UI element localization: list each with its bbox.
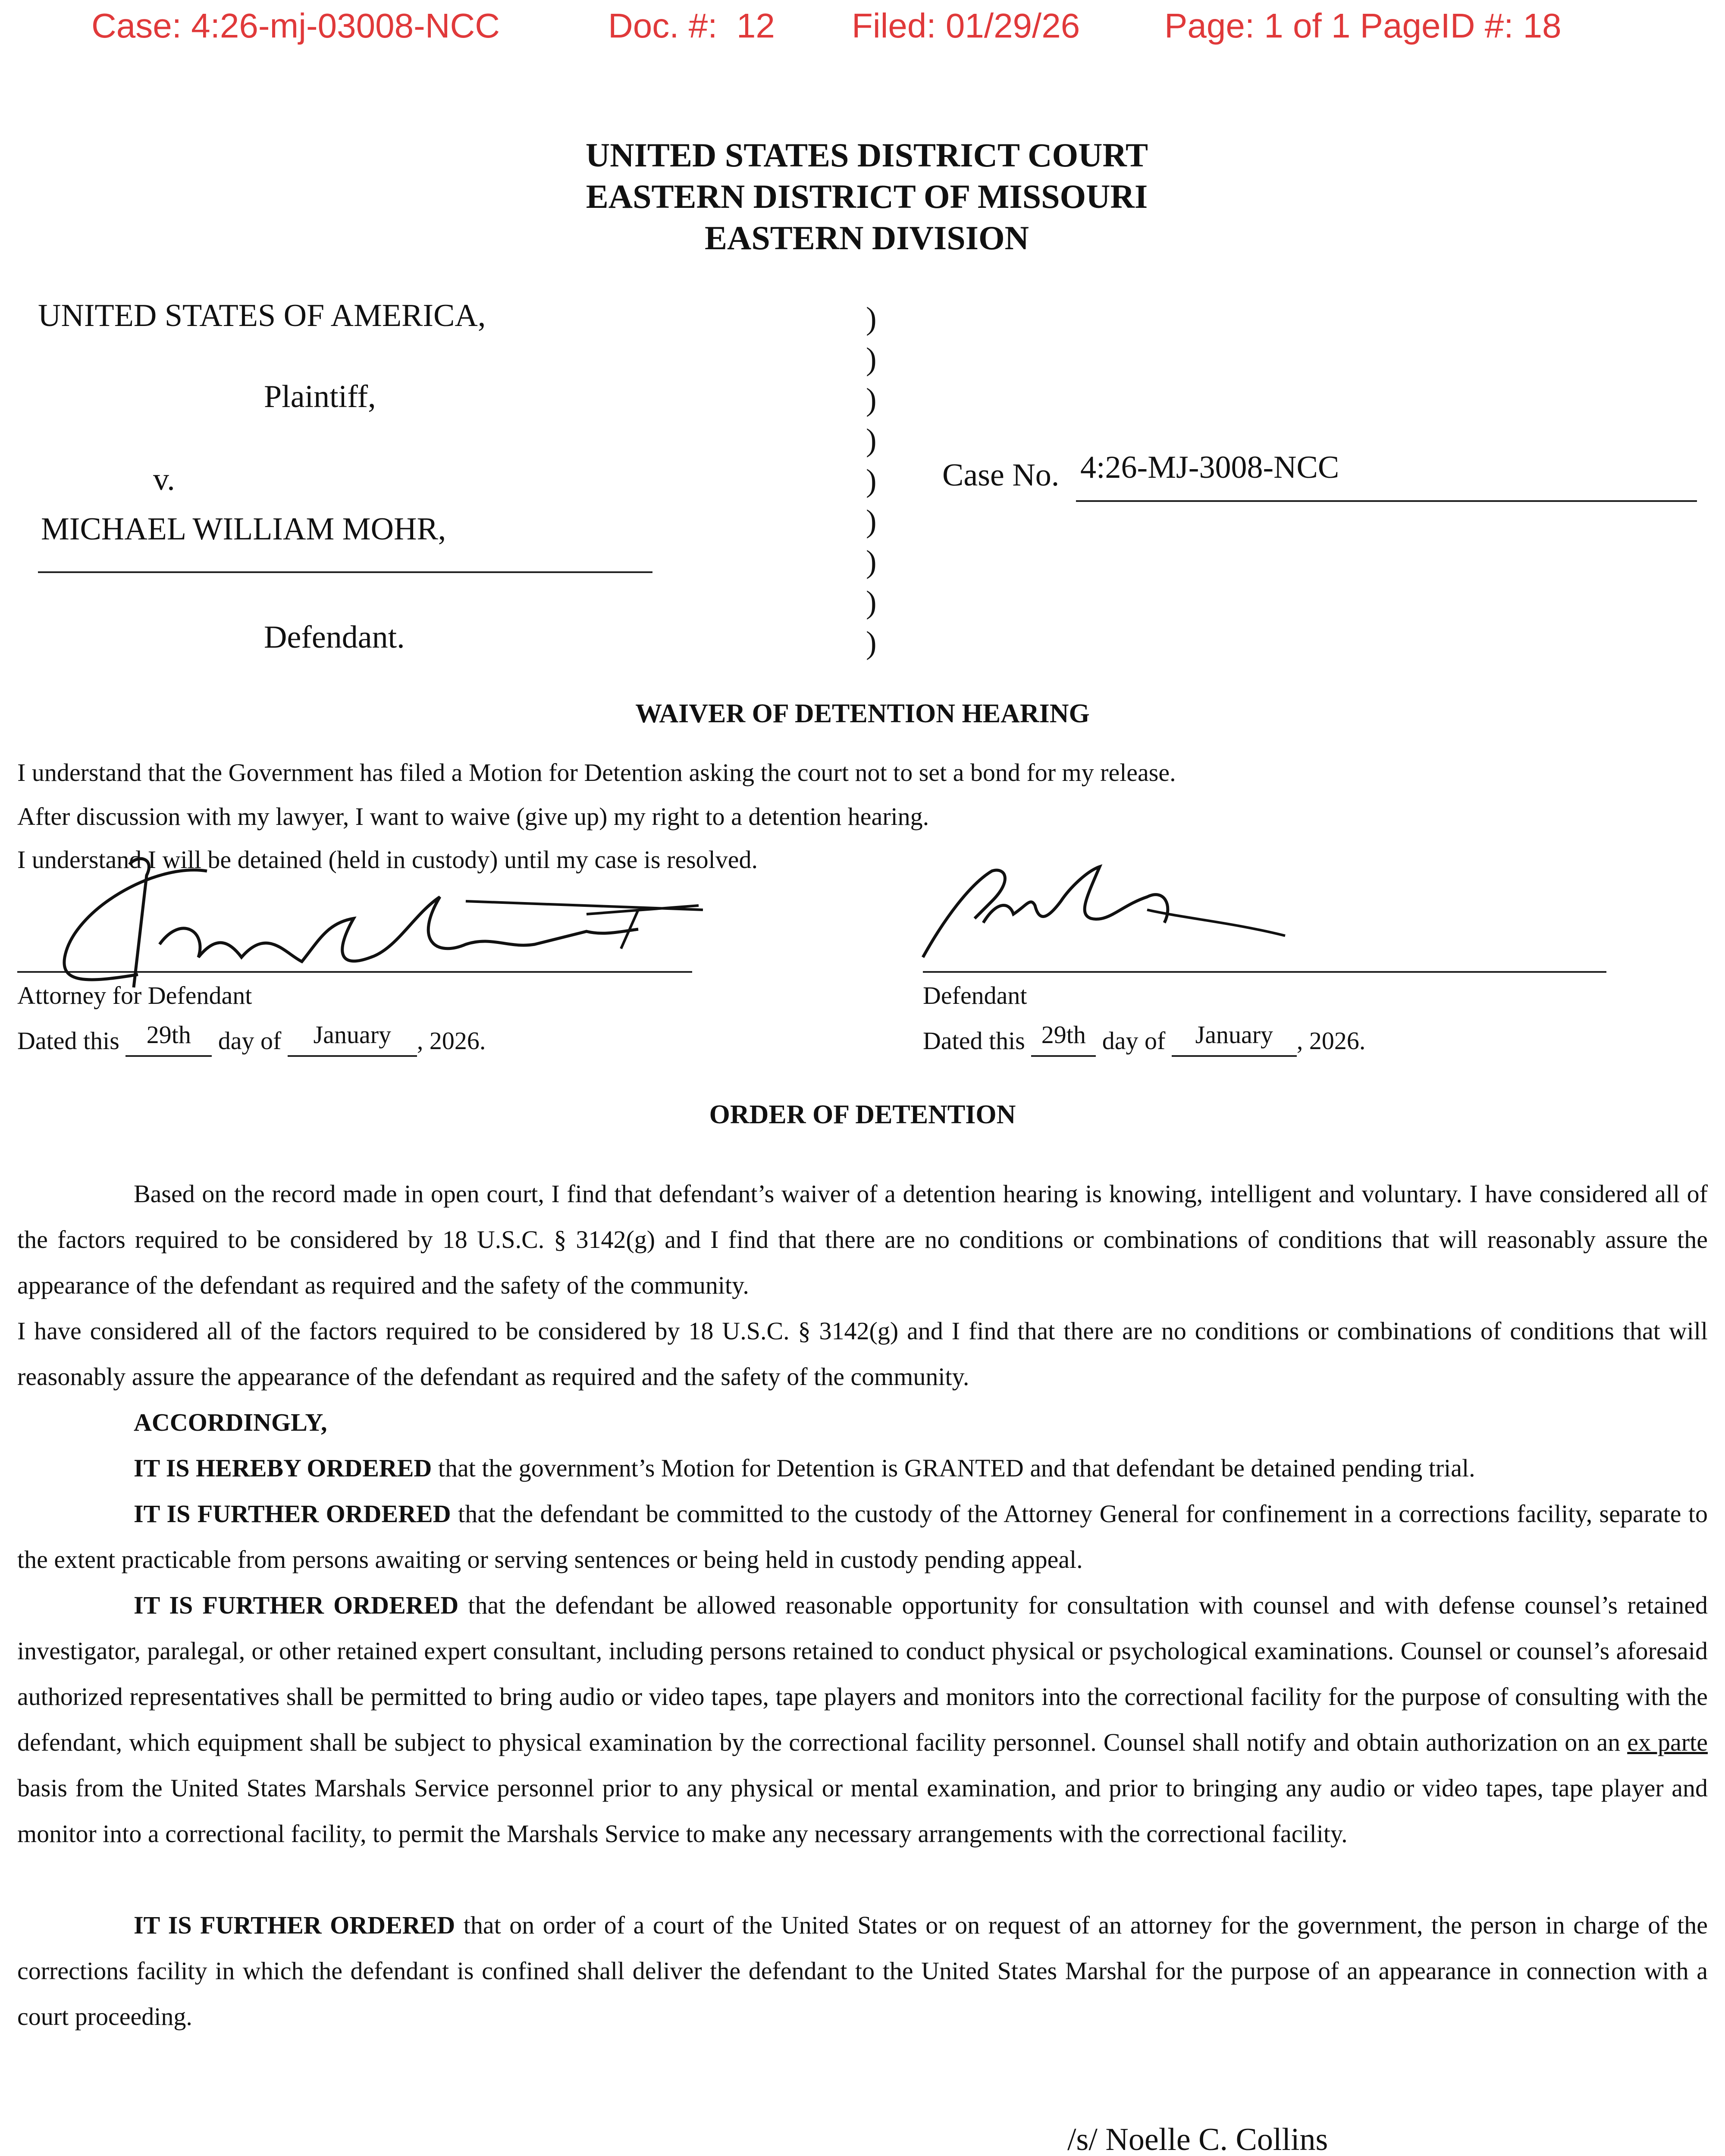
order-p2-text: I have considered all of the factors required to be considered by 18 U.S.C. § 3142(g) and I find that there are no conditions or combinations of conditions that will reasonably assure the appearance of the defendant as required and the safety of the community. [17, 1317, 1708, 1391]
defendant-signature-icon [906, 854, 1294, 975]
order-1-text: that the government’s Motion for Detention is GRANTED and that defendant be detained pending trial. [432, 1454, 1475, 1482]
attorney-date-line [17, 1021, 486, 1057]
defendant-day-blank [1031, 1021, 1096, 1057]
court-district: EASTERN DISTRICT OF MISSOURI [586, 178, 1148, 215]
court-division: EASTERN DIVISION [704, 219, 1029, 257]
ecf-case-number: Case: 4:26-mj-03008-NCC [91, 6, 500, 45]
order-paragraph-custody [17, 1491, 1708, 1583]
caption-parentheses: ) ) ) ) ) ) ) ) ) [866, 301, 877, 661]
order-4-lead: IT IS FURTHER ORDERED [134, 1911, 455, 1939]
order-paragraph-hereby [17, 1445, 1708, 1491]
versus: v. [153, 462, 175, 497]
waiver-line-3: I understand I will be detained (held in custody) until my case is resolved. [17, 846, 758, 874]
waiver-title: WAIVER OF DETENTION HEARING [635, 699, 1090, 728]
attorney-day-blank [125, 1021, 212, 1057]
case-number-rule [1076, 500, 1697, 502]
ecf-document-number: Doc. #: 12 [608, 6, 775, 45]
ecf-filed-date: Filed: 01/29/26 [852, 6, 1080, 45]
order-p1-text: Based on the record made in open court, I find that defendant’s waiver of a detention hearing is knowing, intelligent and voluntary. I have considered all of the factors required to be considered by 18 U.S.C. § 3142(g) and I find that there are no conditions or combinations of conditions that will reasonably assure the appearance of the defendant as required and the safety of the community. [17, 1180, 1708, 1299]
defendant-dated-this: Dated this [923, 1027, 1025, 1055]
case-number-label: Case No. [942, 458, 1060, 493]
defendant-name-rule [38, 571, 652, 573]
judge-e-signature: /s/ Noelle C. Collins [1067, 2122, 1328, 2156]
order-2-text: that the defendant be committed to the custody of the Attorney General for confinement in a corrections facility, separate to the extent practicable from persons awaiting or serving sentences or being held in custody pending appeal. [17, 1500, 1708, 1573]
defendant-month: January [1195, 1021, 1273, 1049]
defendant-day-of: day of [1102, 1027, 1166, 1055]
plaintiff-name: UNITED STATES OF AMERICA, [38, 298, 486, 333]
order-3-text-b: basis from the United States Marshals Service personnel prior to any physical or mental examination, and prior to bringing any audio or video tapes, tape player and monitor into a correctional facility, to permit the Marshals Service to make any necessary arrangements with the correctional facility. [17, 1774, 1708, 1848]
attorney-dated-this: Dated this [17, 1027, 119, 1055]
attorney-label: Attorney for Defendant [17, 981, 252, 1009]
plaintiff-role: Plaintiff, [264, 379, 376, 414]
accordingly-text: ACCORDINGLY, [134, 1408, 327, 1436]
defendant-date-line [923, 1021, 1366, 1057]
order-paragraph-1 [17, 1171, 1708, 1308]
order-4-text: that on order of a court of the United States or on request of an attorney for the government, the person in charge of the corrections facility in which the defendant is confined shall deliver the defendant to the United States Marshal for the purpose of an appearance in connection with a court proceeding. [17, 1911, 1708, 2031]
attorney-month-blank [288, 1021, 417, 1057]
defendant-year: , 2026. [1296, 1027, 1366, 1055]
attorney-year: , 2026. [417, 1027, 486, 1055]
order-3-text-a: that the defendant be allowed reasonable opportunity for consultation with counsel and with defense counsel’s retained investigator, paralegal, or other retained expert consultant, including persons retained to conduct physical or psychological examinations. Counsel or counsel’s aforesaid authorized representatives shall be permitted to bring audio or video tapes, tape players and monitors into the correctional facility for the purpose of consulting with the defendant, which equipment shall be subject to physical examination by the correctional facility personnel. Counsel shall notify and obtain authorization on an [17, 1591, 1708, 1756]
waiver-line-1: I understand that the Government has filed a Motion for Detention asking the court not to set a bond for my release. [17, 758, 1176, 787]
order-3-ex-parte: ex parte [1627, 1728, 1708, 1756]
order-3-lead: IT IS FURTHER ORDERED [134, 1591, 459, 1619]
attorney-day: 29th [146, 1021, 191, 1049]
defendant-month-blank [1172, 1021, 1297, 1057]
case-number-value: 4:26-MJ-3008-NCC [1080, 450, 1339, 485]
waiver-line-2: After discussion with my lawyer, I want to waive (give up) my right to a detention hearing. [17, 802, 929, 830]
defendant-role: Defendant. [264, 620, 405, 655]
order-2-lead: IT IS FURTHER ORDERED [134, 1500, 451, 1528]
order-paragraph-marshal [17, 1902, 1708, 2040]
ecf-page-info: Page: 1 of 1 PageID #: 18 [1164, 6, 1562, 45]
order-1-lead: IT IS HEREBY ORDERED [134, 1454, 432, 1482]
defendant-day: 29th [1041, 1021, 1086, 1049]
defendant-label: Defendant [923, 981, 1027, 1009]
attorney-day-of: day of [218, 1027, 282, 1055]
attorney-month: January [313, 1021, 392, 1049]
order-title: ORDER OF DETENTION [709, 1100, 1016, 1129]
court-name: UNITED STATES DISTRICT COURT [585, 136, 1148, 174]
defendant-name: MICHAEL WILLIAM MOHR, [41, 511, 446, 547]
accordingly [17, 1400, 1708, 1445]
order-paragraph-counsel [17, 1583, 1708, 1857]
order-paragraph-2 [17, 1308, 1708, 1400]
